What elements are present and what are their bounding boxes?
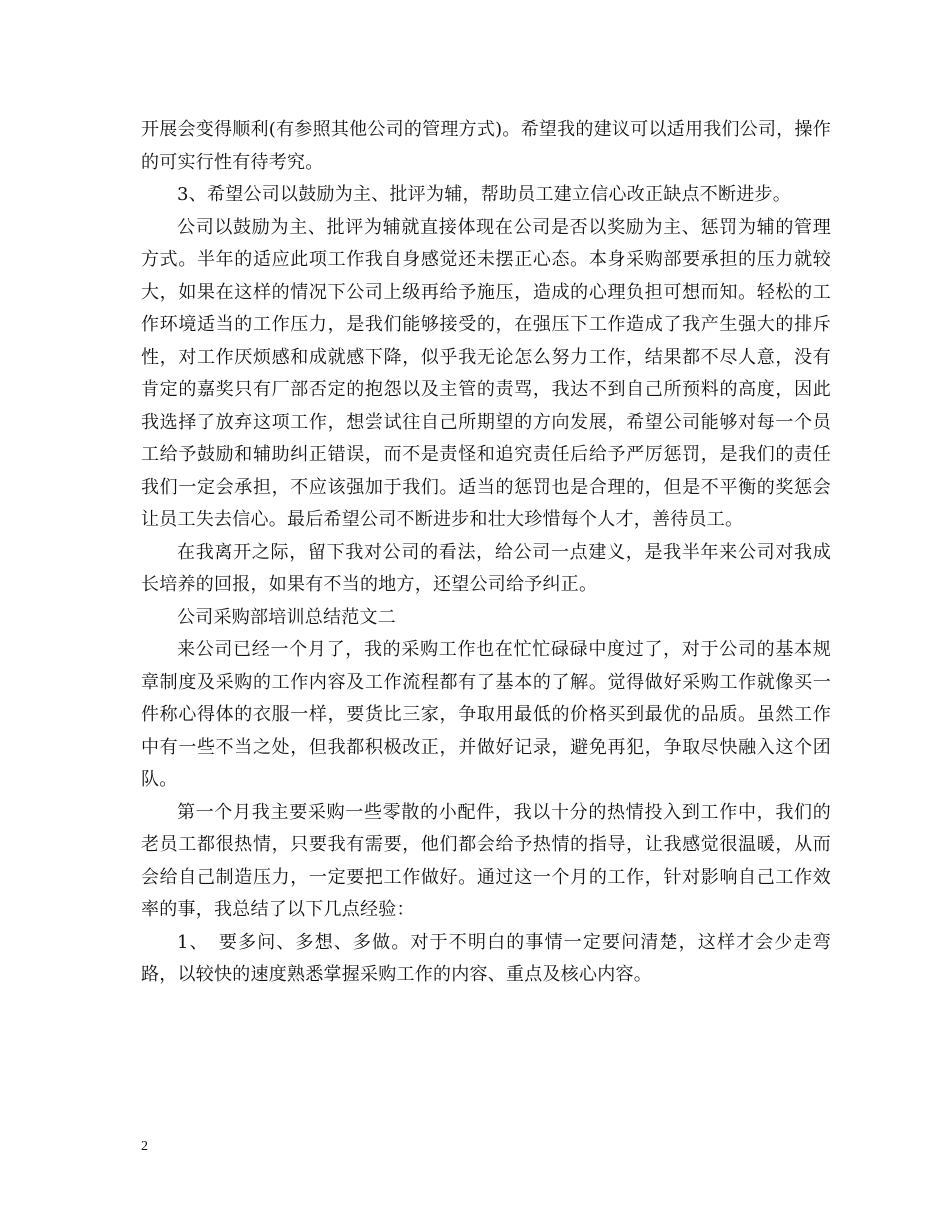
paragraph: 在我离开之际，留下我对公司的看法，给公司一点建义，是我半年来公司对我成长培养的回报，如果有不当的地方，还望公司给予纠正。 — [141, 541, 831, 595]
paragraph: 1、 要多问、多想、多做。对于不明白的事情一定要问清楚，这样才会少走弯路，以较快的速度熟悉掌握采购工作的内容、重点及核心内容。 — [141, 931, 831, 985]
paragraph: 3、希望公司以鼓励为主、批评为辅，帮助员工建立信心改正缺点不断进步。 — [177, 184, 791, 205]
section-heading: 公司采购部培训总结范文二 — [177, 606, 396, 628]
paragraph: 开展会变得顺利(有参照其他公司的管理方式)。希望我的建议可以适用我们公司，操作的可实行性有待考究。 — [141, 119, 831, 173]
paragraph: 公司以鼓励为主、批评为辅就直接体现在公司是否以奖励为主、惩罚为辅的管理方式。半年的适应此项工作我自身感觉还未摆正心态。本身采购部要承担的压力就较大，如果在这样的情况下公司上级再给予施压，造成的心理负担可想而知。轻松的工作环境适当的工作压力，是我们能够接受的，在强压下工作造成了我产生强大的排斥性，对工作厌烦感和成就感下降，似乎我无论怎么努力工作，结果都不尽人意，没有肯定的嘉奖只有厂部否定的抱怨以及主管的责骂，我达不到自己所预料的高度，因此我选择了放弃这项工作，想尝试往自己所期望的方向发展，希望公司能够对每一个员工给予鼓励和辅助纠正错误，而不是责怪和追究责任后给予严厉惩罚，是我们的责任我们一定会承担，不应该强加于我们。适当的惩罚也是合理的，但是不平衡的奖惩会让员工失去信心。最后希望公司不断进步和壮大珍惜每个人才，善待员工。 — [141, 216, 831, 530]
paragraph: 来公司已经一个月了，我的采购工作也在忙忙碌碌中度过了，对于公司的基本规章制度及采购的工作内容及工作流程都有了基本的了解。觉得做好采购工作就像买一件称心得体的衣服一样，要货比三家，争取用最低的价格买到最优的品质。虽然工作中有一些不当之处，但我都积极改正，并做好记录，避免再犯，争取尽快融入这个团队。 — [141, 639, 831, 790]
page-number: 2 — [141, 1139, 148, 1154]
paragraph: 第一个月我主要采购一些零散的小配件，我以十分的热情投入到工作中，我们的老员工都很热情，只要我有需要，他们都会给予热情的指导，让我感觉很温暖，从而会给自己制造压力，一定要把工作做好。通过这一个月的工作，针对影响自己工作效率的事，我总结了以下几点经验： — [141, 801, 831, 920]
document-body — [141, 114, 831, 992]
